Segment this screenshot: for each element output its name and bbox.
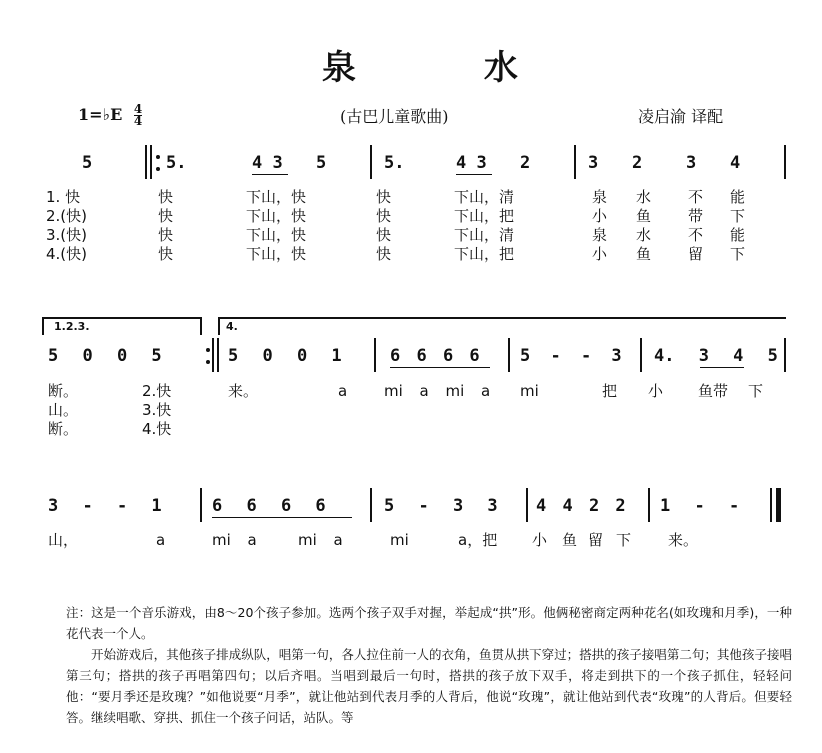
barline bbox=[374, 338, 376, 372]
ending-bracket bbox=[218, 317, 786, 319]
barline bbox=[640, 338, 642, 372]
lyric: a bbox=[156, 531, 166, 549]
lyric: 3.(快) bbox=[46, 226, 88, 244]
barline bbox=[770, 488, 772, 522]
footnote-paragraph-2: 开始游戏后，其他孩子排成纵队，唱第一句，各人拉住前一人的衣角，鱼贯从拱下穿过；搭拱的孩子接唱第二句；其他孩子接唱第三句；搭拱的孩子再唱第四句；以后齐唱。当唱到最后一句时，搭拱的孩子放下双手，将走到拱下的一个孩子抓住，轻轻问他：“要月季还是玫瑰？”如他说要“月季”，就让他站到代表月季的人背后，他说“玫瑰”，就让他站到代表“玫瑰”的人背后。但要轻答。继续唱歌、穿拱、抓住一个孩子问话，站队。等 bbox=[66, 647, 792, 725]
lyric: 快 bbox=[376, 188, 392, 206]
barline bbox=[212, 338, 214, 372]
measure: 1 - - bbox=[660, 496, 740, 516]
note: 4 3 bbox=[456, 153, 487, 173]
barline bbox=[217, 338, 219, 372]
lyric: 小 bbox=[592, 207, 608, 225]
lyric: 不 bbox=[688, 188, 704, 206]
lyric: 山， bbox=[48, 531, 79, 549]
lyric: mi a bbox=[212, 531, 257, 549]
lyric: mi a bbox=[298, 531, 343, 549]
repeat-dot bbox=[156, 155, 160, 159]
barline bbox=[574, 145, 576, 179]
barline bbox=[145, 145, 147, 179]
song-subtitle: (古巴儿童歌曲) bbox=[340, 107, 449, 126]
note: 3 bbox=[686, 153, 697, 173]
lyric: 断。 bbox=[48, 420, 79, 438]
lyric: 快 bbox=[376, 245, 392, 263]
lyric: 快 bbox=[158, 207, 174, 225]
lyric: 快 bbox=[158, 188, 174, 206]
lyric: 2.(快) bbox=[46, 207, 88, 225]
lyric: 鱼带 bbox=[698, 382, 729, 400]
lyric: 来。 bbox=[668, 531, 699, 549]
ending-bracket bbox=[218, 317, 220, 335]
lyric: 能 bbox=[730, 188, 746, 206]
lyric: a bbox=[338, 382, 348, 400]
note: 2 bbox=[520, 153, 531, 173]
footnote bbox=[66, 602, 792, 728]
lyric: 来。 bbox=[228, 382, 259, 400]
lyric: 不 bbox=[688, 226, 704, 244]
barline bbox=[784, 338, 786, 372]
lyric: 下山，快 bbox=[246, 226, 307, 244]
song-title: 泉 水 bbox=[322, 48, 576, 88]
lyric: 断。 bbox=[48, 382, 79, 400]
beam bbox=[212, 517, 352, 518]
time-bottom: 4 bbox=[133, 114, 143, 128]
repeat-dot bbox=[156, 167, 160, 171]
barline bbox=[508, 338, 510, 372]
barline bbox=[370, 488, 372, 522]
note: 4 bbox=[730, 153, 741, 173]
note: 5. bbox=[166, 153, 187, 173]
lyric: a，把 bbox=[458, 531, 498, 549]
lyric: 快 bbox=[376, 226, 392, 244]
time-signature bbox=[134, 104, 142, 127]
lyric: 快 bbox=[158, 245, 174, 263]
barline bbox=[150, 145, 152, 179]
footnote-label: 注： bbox=[66, 605, 92, 620]
lyric: 留 bbox=[688, 245, 704, 263]
lyric: 留 bbox=[588, 531, 604, 549]
lyric: 泉 bbox=[592, 226, 608, 244]
lyric: 小 bbox=[592, 245, 608, 263]
key-label: 1=♭E bbox=[78, 105, 123, 124]
barline bbox=[784, 145, 786, 179]
note: 5 bbox=[82, 153, 93, 173]
lyric: 把 bbox=[602, 382, 618, 400]
final-barline bbox=[776, 488, 781, 522]
lyric: mi bbox=[520, 382, 539, 400]
ending-bracket bbox=[42, 317, 202, 319]
measure: 5 - - 3 bbox=[520, 346, 622, 366]
lyric: 下山，快 bbox=[246, 245, 307, 263]
lyric: 鱼 bbox=[636, 207, 652, 225]
measure: 3 - - 1 bbox=[48, 496, 162, 516]
note: 5. bbox=[384, 153, 405, 173]
measure: 5 - 3 3 bbox=[384, 496, 498, 516]
lyric: 下 bbox=[748, 382, 764, 400]
measure: 4. 3 4 5 bbox=[654, 346, 778, 366]
lyric: 下山，把 bbox=[454, 207, 515, 225]
ending-bracket bbox=[200, 317, 202, 335]
measure: 6 6 6 6 bbox=[390, 346, 480, 366]
lyric: 下山，快 bbox=[246, 207, 307, 225]
measure: 4 4 2 2 bbox=[536, 496, 626, 516]
lyric: 1. 快 bbox=[46, 188, 81, 206]
lyric: 下山，清 bbox=[454, 188, 515, 206]
barline bbox=[200, 488, 202, 522]
lyric: 小 bbox=[532, 531, 548, 549]
lyric: 下 bbox=[730, 207, 746, 225]
lyric: 下山，快 bbox=[246, 188, 307, 206]
beam bbox=[700, 367, 744, 368]
lyric: 4.(快) bbox=[46, 245, 88, 263]
ending-1-label: 1.2.3. bbox=[54, 320, 90, 333]
lyric: 山。 bbox=[48, 401, 79, 419]
lyric: 快 bbox=[376, 207, 392, 225]
lyric: 带 bbox=[688, 207, 704, 225]
lyric: 鱼 bbox=[636, 245, 652, 263]
system-2-lyrics bbox=[48, 382, 788, 442]
lyric: 快 bbox=[158, 226, 174, 244]
lyric: 能 bbox=[730, 226, 746, 244]
lyric: 水 bbox=[636, 188, 652, 206]
note: 3 bbox=[588, 153, 599, 173]
beam bbox=[456, 174, 492, 175]
lyric: 3.快 bbox=[142, 401, 172, 419]
lyric: 2.快 bbox=[142, 382, 172, 400]
lyric: 水 bbox=[636, 226, 652, 244]
repeat-dot bbox=[206, 360, 210, 364]
system-3-lyrics bbox=[48, 531, 788, 551]
barline bbox=[648, 488, 650, 522]
beam bbox=[252, 174, 288, 175]
lyric: mi bbox=[390, 531, 409, 549]
note: 2 bbox=[632, 153, 643, 173]
measure: 6 6 6 6 bbox=[212, 496, 326, 516]
barline bbox=[526, 488, 528, 522]
ending-bracket bbox=[42, 317, 44, 335]
lyric: 泉 bbox=[592, 188, 608, 206]
note: 5 bbox=[316, 153, 327, 173]
repeat-dot bbox=[206, 348, 210, 352]
footnote-text: 这是一个音乐游戏，由8～20个孩子参加。选两个孩子双手对握，举起成“拱”形。他俩秘密商定两种花名(如玫瑰和月季)，一种花代表一个人。 bbox=[66, 605, 792, 641]
note: 4 3 bbox=[252, 153, 283, 173]
lyric: 下山，清 bbox=[454, 226, 515, 244]
lyric: 4.快 bbox=[142, 420, 172, 438]
lyric: 下 bbox=[730, 245, 746, 263]
footnote-paragraph-1 bbox=[66, 602, 792, 644]
ending-2-label: 4. bbox=[226, 320, 238, 333]
time-top: 4 bbox=[133, 102, 143, 116]
lyric: 下 bbox=[616, 531, 632, 549]
measure: 5 0 0 1 bbox=[228, 346, 342, 366]
barline bbox=[370, 145, 372, 179]
lyric: 鱼 bbox=[562, 531, 578, 549]
measure: 5 0 0 5 bbox=[48, 346, 162, 366]
beam bbox=[390, 367, 490, 368]
song-author: 凌启渝 译配 bbox=[638, 107, 724, 126]
key-signature bbox=[78, 104, 142, 127]
lyric: mi a mi a bbox=[384, 382, 491, 400]
lyric: 小 bbox=[648, 382, 664, 400]
lyric: 下山，把 bbox=[454, 245, 515, 263]
